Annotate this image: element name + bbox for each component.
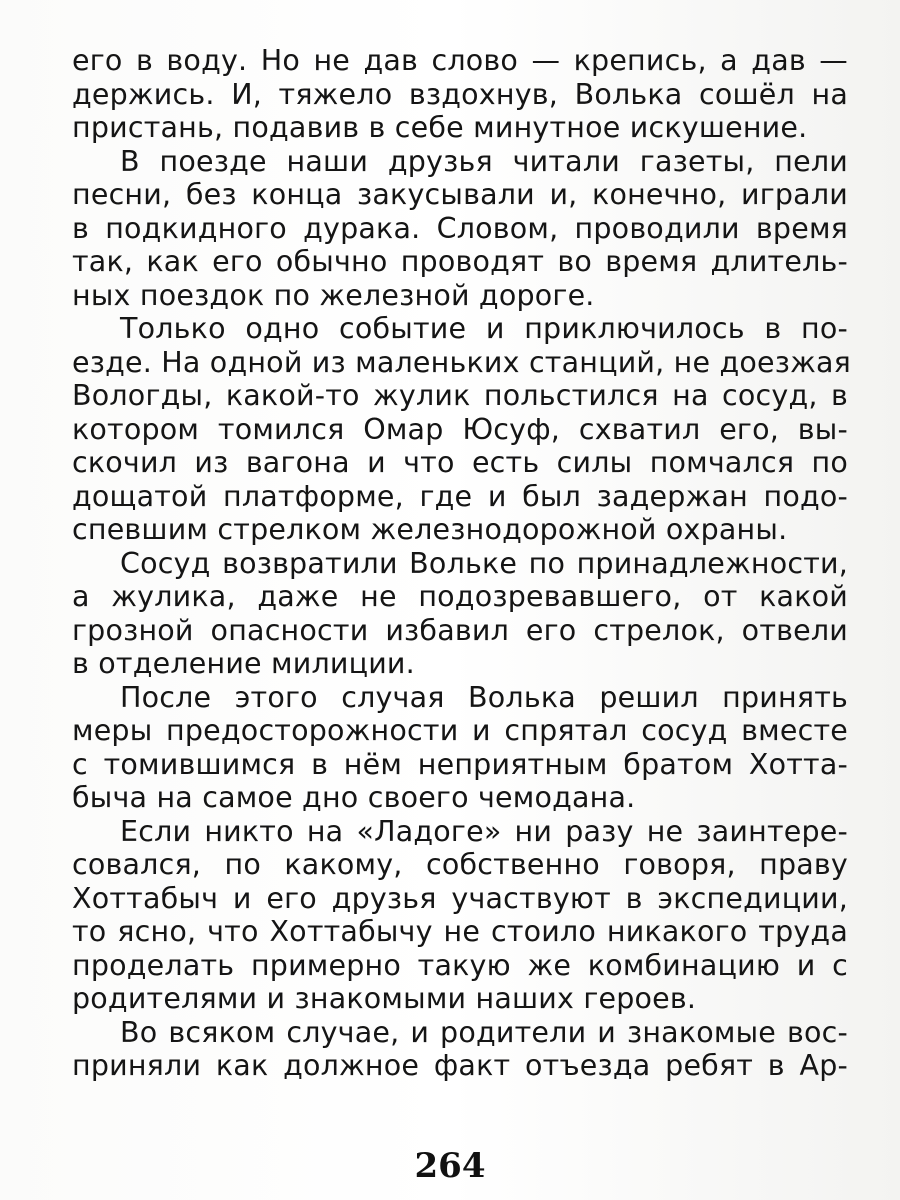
text-line: проделать примерно такую же комбинацию и с [72,948,848,982]
text-line: в подкидного дурака. Словом, проводили время [72,211,848,245]
text-line: Хоттабыч и его друзья участвуют в экспедиции, [72,881,848,915]
text-line: так, как его обычно проводят во время длитель- [72,245,848,278]
text-line: а жулика, даже не подозревавшего, от какой [72,580,848,613]
text-line: его в воду. Но не дав слово — крепись, а дав — [72,44,848,77]
text-line: скочил из вагона и что есть силы помчался по [72,446,848,479]
text-line: Вологды, какой-то жулик польстился на сосуд, в [72,379,848,412]
body-text [72,44,852,1083]
text-line: дощатой платформе, где и был задержан подо- [72,479,848,513]
text-line: родителями и знакомыми наших героев. [72,982,697,1015]
text-line: песни, без конца закусывали и, конечно, играли [72,178,848,211]
text-line: совался, по какому, собственно говоря, праву [72,848,848,881]
text-line: в отделение милиции. [72,647,415,680]
paragraph-first-line: После этого случая Волька решил принять [120,680,848,714]
text-line: то ясно, что Хоттабычу не стоило никакого труда [72,915,848,948]
paragraph-first-line: Если никто на «Ладоге» ни разу не заинтере- [120,814,848,848]
text-line: котором томился Омар Юсуф, схватил его, вы- [72,412,848,446]
page-number: 264 [414,1146,486,1186]
text-line: держись. И, тяжело вздохнув, Волька сошёл на [72,77,848,111]
paragraph-first-line: Во всяком случае, и родители и знакомые вос- [120,1015,848,1049]
text-line: езде. На одной из маленьких станций, не доезжая [72,345,852,379]
text-line: быча на самое дно своего чемодана. [72,781,636,814]
paragraph-first-line: В поезде наши друзья читали газеты, пели [120,144,848,178]
paragraph-first-line: Только одно событие и приключилось в по- [120,312,848,345]
text-line: грозной опасности избавил его стрелок, отвели [72,613,848,647]
text-line: ных поездок по железной дороге. [72,278,595,312]
text-line: приняли как должное факт отъезда ребят в Ар- [72,1049,848,1082]
text-line: меры предосторожности и спрятал сосуд вместе [72,714,848,747]
text-line: пристань, подавив в себе минутное искушение. [72,111,808,144]
paragraph-first-line: Сосуд возвратили Вольке по принадлежности, [120,546,848,580]
text-line: спевшим стрелком железнодорожной охраны. [72,513,788,546]
text-line: с томившимся в нём неприятным братом Хотта- [72,747,848,781]
